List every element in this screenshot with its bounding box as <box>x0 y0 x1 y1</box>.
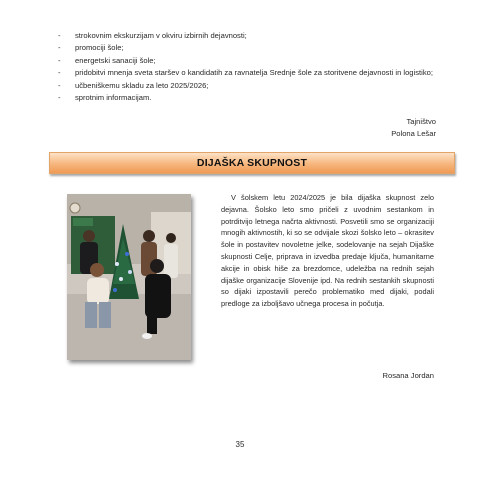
signature-block-office <box>391 116 436 140</box>
list-item-text: sprotnim informacijam. <box>75 93 152 103</box>
list-item-text: energetski sanaciji šole; <box>75 55 156 65</box>
signature-name: Polona Lešar <box>391 129 436 138</box>
list-item-text: pridobitvi mnenja sveta staršev o kandidatih za ravnatelja Srednje šole za storitvene dejavnosti in logistiko; <box>75 68 433 78</box>
list-item: - strokovnim ekskurzijam v okviru izbirnih dejavnosti; <box>58 31 247 40</box>
section-heading-bar <box>49 152 455 174</box>
list-item: - pridobitvi mnenja sveta staršev o kandidatih za ravnatelja Srednje šole za storitvene dejavnosti in logistiko; <box>58 68 433 78</box>
group-photo <box>67 194 191 360</box>
signature-role: Tajništvo <box>406 117 436 126</box>
bullet-list <box>58 30 448 104</box>
list-item: - energetski sanaciji šole; <box>58 55 156 65</box>
section-paragraph: V šolskem letu 2024/2025 je bila dijaška skupnost zelo dejavna. Šolsko leto smo pričeli z uvodnim sestankom in potrditvijo letnega načrta aktivnosti. Posvetili smo se organizaciji mnogih aktivnostih, ki so se odvijale skozi šolsko leto – okrasitev šole in postavitev novoletne jelke, sodelovanje na sejah Dijaške skupnosti Celje, priprava in izvedba predaje ključa, humanitarne akcije in obisk hiše za brezdomce, udeležba na rednih sejah dijaške organizacije Slovenije ipd. Na rednih sestankih skupnosti so dijaki izpostavili perečo problematiko med dijaki, podali predloge za izboljšavo učnega procesa in počutja. <box>221 193 434 309</box>
list-item: - učbeniškemu skladu za leto 2025/2026; <box>58 80 209 90</box>
list-item-text: učbeniškemu skladu za leto 2025/2026; <box>75 80 209 90</box>
signature-author: Rosana Jordan <box>382 371 434 380</box>
page-number: 35 <box>235 440 245 449</box>
list-item: - sprotnim informacijam. <box>58 93 152 103</box>
list-item-text: strokovnim ekskurzijam v okviru izbirnih dejavnosti; <box>75 31 247 40</box>
list-item-text: promociji šole; <box>75 43 124 53</box>
list-item: - promociji šole; <box>58 43 124 53</box>
section-heading: DIJAŠKA SKUPNOST <box>196 157 308 169</box>
